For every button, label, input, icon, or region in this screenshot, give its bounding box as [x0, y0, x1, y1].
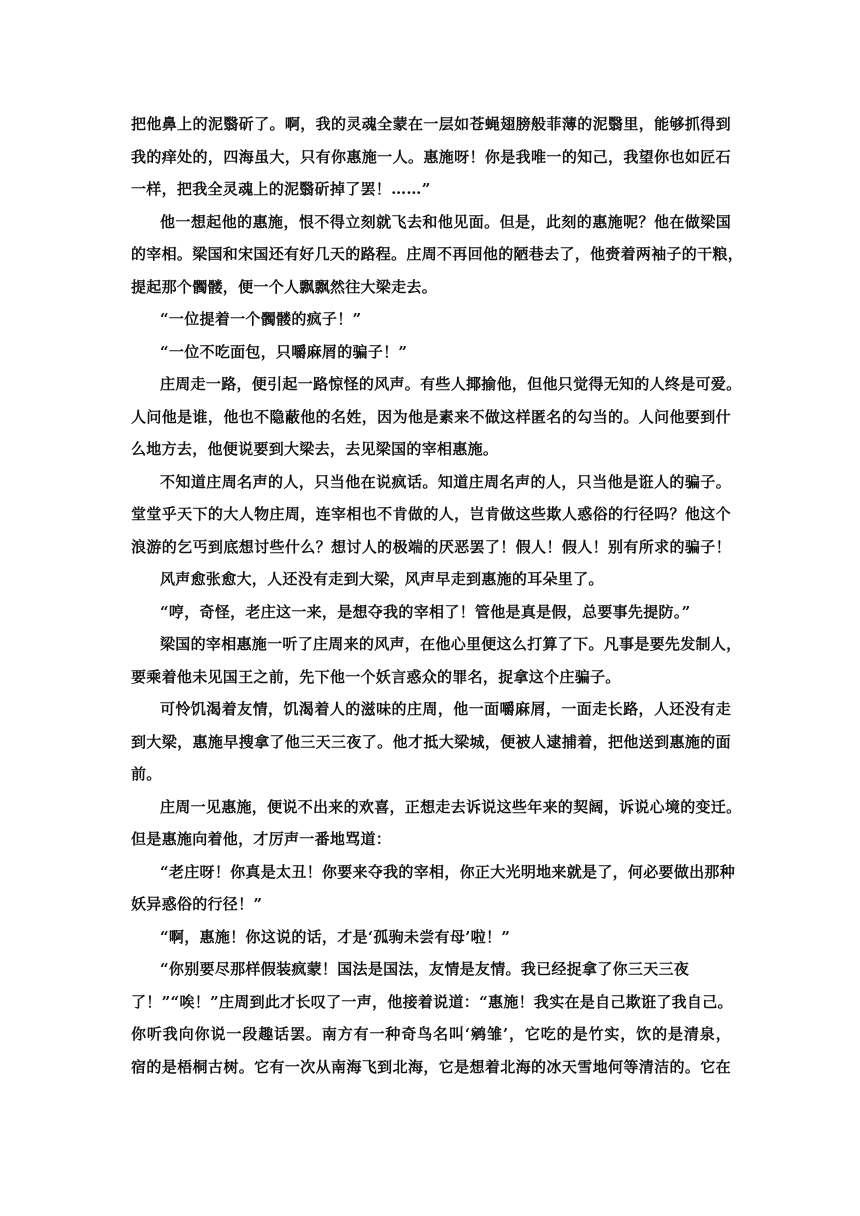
text-line: 的宰相。梁国和宋国还有好几天的路程。庄周不再回他的陋巷去了，他赍着两袖子的干粮， — [131, 245, 744, 263]
text-line: 你听我向你说一段趣话罢。南方有一种奇鸟名叫‘鹓雏’，它吃的是竹实，饮的是清泉， — [131, 1025, 731, 1043]
text-line: “老庄呀！你真是太丑！你要来夺我的宰相，你正大光明地来就是了，何必要做出那种 — [160, 862, 736, 881]
text-line: “你别要尽那样假装疯蒙！国法是国法，友情是友情。我已经捉拿了你三天三夜 — [160, 960, 690, 978]
text-line: 梁国的宰相惠施一听了庄周来的风声，在他心里便这么打算了下。凡事是要先发制人， — [160, 635, 742, 653]
text-line: 宿的是梧桐古树。它有一次从南海飞到北海，它是想着北海的冰天雪地何等清洁的。它在 — [131, 1057, 731, 1076]
text-line: 他一想起他的惠施，恨不得立刻就飞去和他见面。但是，此刻的惠施呢？他在做梁国 — [160, 212, 731, 231]
text-line: 了！”“唉！”庄周到此才长叹了一声，他接着说道：“惠施！我实在是自己欺诳了我自己。 — [131, 992, 733, 1011]
text-line: 堂堂乎天下的大人物庄周，连宰相也不肯做的人，岂肯做这些欺人惑俗的行径吗？他这个 — [131, 505, 731, 523]
text-line: 要乘着他未见国王之前，先下他一个妖言惑众的罪名，捉拿这个庄骗子。 — [131, 667, 621, 686]
text-line: 浪游的乞丐到底想讨些什么？想讨人的极端的厌恶罢了！假人！假人！别有所求的骗子！ — [131, 537, 731, 556]
text-line: “啊，惠施！你这说的话，才是‘孤驹未尝有母’啦！” — [160, 927, 511, 946]
text-line: 把他鼻上的泥翳斫了。啊，我的灵魂全蒙在一层如苍蝇翅膀般菲薄的泥翳里，能够抓得到 — [131, 115, 731, 133]
text-line: 可怜饥渴着友情，饥渴着人的滋味的庄周，他一面嚼麻屑，一面走长路，人还没有走 — [160, 700, 731, 718]
text-line: “哼，奇怪，老庄这一来，是想夺我的宰相了！管他是真是假，总要事先提防。” — [160, 602, 691, 621]
text-line: “一位提着一个髑髅的疯子！” — [160, 310, 362, 328]
text-line: 庄周走一路，便引起一路惊怪的风声。有些人揶揄他，但他只觉得无知的人终是可爱。 — [160, 375, 742, 393]
text-line: 但是惠施向着他，才厉声一番地骂道： — [131, 830, 392, 848]
text-line: 风声愈张愈大，人还没有走到大梁，风声早走到惠施的耳朵里了。 — [160, 570, 604, 588]
text-line: 前。 — [131, 765, 162, 783]
text-line: 妖异惑俗的行径！” — [131, 895, 263, 913]
text-line: 么地方去，他便说要到大梁去，去见梁国的宰相惠施。 — [131, 440, 499, 458]
text-line: 我的痒处的，四海虽大，只有你惠施一人。惠施呀！你是我唯一的知己，我望你也如匠石 — [131, 147, 731, 166]
text-line: “一位不吃面包，只嚼麻屑的骗子！” — [160, 342, 408, 361]
text-line: 提起那个髑髅，便一个人飘飘然往大梁走去。 — [131, 277, 438, 296]
text-line: 到大梁，惠施早搜拿了他三天三夜了。他才抵大梁城，便被人逮捕着，把他送到惠施的面 — [131, 732, 731, 751]
text-line: 不知道庄周名声的人，只当他在说疯话。知道庄周名声的人，只当他是诳人的骗子。 — [160, 472, 731, 491]
text-line: 一样，把我全灵魂上的泥翳斫掉了罢！……” — [131, 180, 431, 198]
text-line: 人问他是谁，他也不隐蔽他的名姓，因为他是素来不做这样匿名的勾当的。人问他要到什 — [131, 407, 731, 426]
body-text — [131, 108, 744, 1083]
text-line: 庄周一见惠施，便说不出来的欢喜，正想走去诉说这些年来的契阔，诉说心境的变迁。 — [160, 797, 742, 816]
